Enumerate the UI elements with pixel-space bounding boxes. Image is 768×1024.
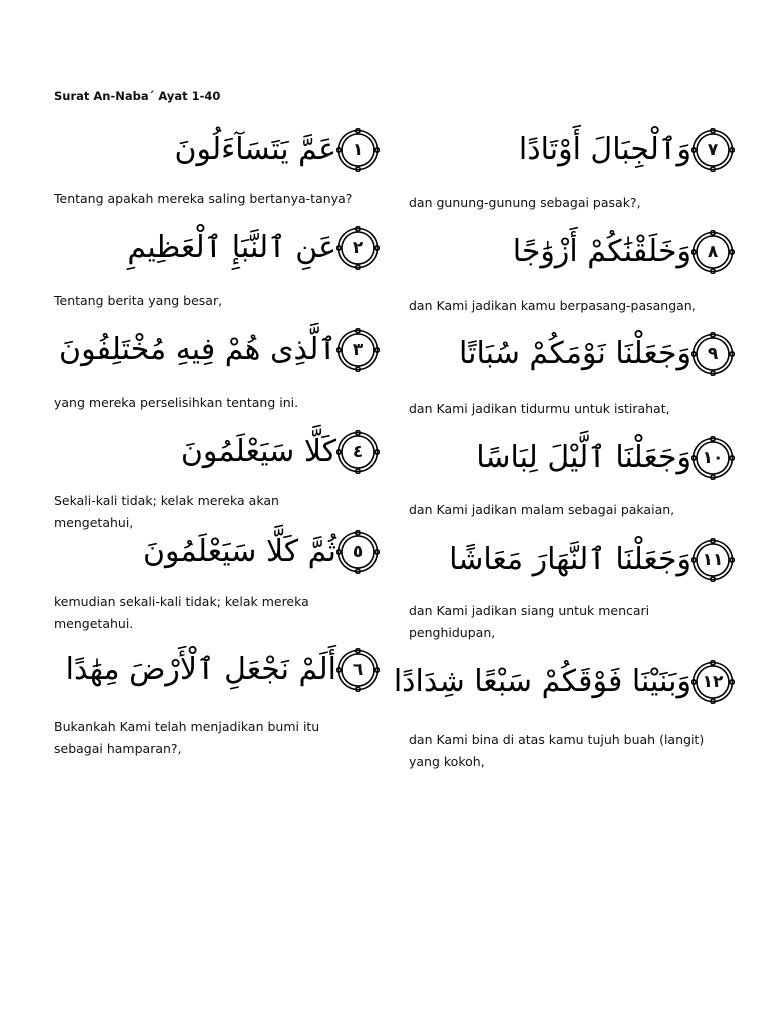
ayah-number: ٨ xyxy=(707,242,719,262)
translation-text: dan Kami jadikan malam sebagai pakaian, xyxy=(409,502,675,517)
arabic-text: وَبَنَيْنَا فَوْقَكُمْ سَبْعًا شِدَادًا xyxy=(393,664,691,699)
ayah-number-medallion-icon xyxy=(691,230,735,274)
translation-text: Bukankah Kami telah menjadikan bumi itu sebagai hamparan?, xyxy=(54,719,320,756)
translation-text: Tentang berita yang besar, xyxy=(54,293,223,308)
ayah-number: ٩ xyxy=(707,344,719,364)
arabic-text: وَخَلَقْنَٰكُمْ أَزْوَٰجًا xyxy=(512,234,691,269)
translation-text: dan gunung-gunung sebagai pasak?, xyxy=(409,195,641,210)
ayah-line xyxy=(476,428,739,488)
ayah-number-medallion-icon xyxy=(336,128,380,172)
arabic-text: وَٱلْجِبَالَ أَوْتَادًا xyxy=(518,132,691,167)
ayah-number-medallion-icon xyxy=(691,436,735,480)
ayah-number: ٦ xyxy=(352,660,364,680)
arabic-text: وَجَعَلْنَا ٱلنَّهَارَ مَعَاشًا xyxy=(449,542,691,577)
ayah-number-medallion-icon xyxy=(691,332,735,376)
ayah-number: ١١ xyxy=(702,550,724,570)
ayah-line xyxy=(459,324,739,384)
arabic-text: عَنِ ٱلنَّبَإِ ٱلْعَظِيمِ xyxy=(127,230,336,265)
ayah-number-medallion-icon xyxy=(691,660,735,704)
translation-text: dan Kami jadikan tidurmu untuk istirahat, xyxy=(409,401,670,416)
ayah-line xyxy=(175,120,384,180)
document-title: Surat An-Naba´ Ayat 1-40 xyxy=(54,89,221,103)
ayah-number: ٤ xyxy=(352,442,364,462)
ayah-line xyxy=(181,422,384,482)
ayah-line xyxy=(127,218,384,278)
ayah-line xyxy=(394,652,739,712)
ayah-number-medallion-icon xyxy=(336,430,380,474)
arabic-text: ٱلَّذِى هُمْ فِيهِ مُخْتَلِفُونَ xyxy=(59,332,336,367)
translation-text: dan Kami jadikan kamu berpasang-pasangan, xyxy=(409,298,696,313)
translation-text: yang mereka perselisihkan tentang ini. xyxy=(54,395,299,410)
translation-text: Sekali-kali tidak; kelak mereka akan mengetahui, xyxy=(54,493,279,530)
arabic-text: كَلَّا سَيَعْلَمُونَ xyxy=(180,434,336,469)
ayah-number: ٢ xyxy=(352,238,364,258)
ayah-line xyxy=(59,320,384,380)
ayah-number: ٧ xyxy=(707,140,719,160)
arabic-text: عَمَّ يَتَسَآءَلُونَ xyxy=(174,132,336,167)
translation-text: dan Kami jadikan siang untuk mencari penghidupan, xyxy=(409,603,650,640)
arabic-text: وَجَعَلْنَا ٱلَّيْلَ لِبَاسًا xyxy=(476,440,691,475)
ayah-line xyxy=(513,222,739,282)
ayah-number: ١٠ xyxy=(702,448,724,468)
ayah-number-medallion-icon xyxy=(336,226,380,270)
ayah-number: ٣ xyxy=(352,340,364,360)
ayah-number: ٥ xyxy=(352,542,364,562)
ayah-number: ١ xyxy=(352,140,364,160)
ayah-number-medallion-icon xyxy=(336,648,380,692)
translation-text: dan Kami bina di atas kamu tujuh buah (langit) yang kokoh, xyxy=(409,732,705,769)
ayah-number: ١٢ xyxy=(702,672,724,692)
ayah-number-medallion-icon xyxy=(336,530,380,574)
arabic-text: ثُمَّ كَلَّا سَيَعْلَمُونَ xyxy=(142,534,336,569)
ayah-number-medallion-icon xyxy=(691,128,735,172)
arabic-text: وَجَعَلْنَا نَوْمَكُمْ سُبَاتًا xyxy=(459,336,691,371)
ayah-line xyxy=(449,530,739,590)
translation-text: Tentang apakah mereka saling bertanya-tanya? xyxy=(54,191,353,206)
ayah-number-medallion-icon xyxy=(336,328,380,372)
ayah-number-medallion-icon xyxy=(691,538,735,582)
arabic-text: أَلَمْ نَجْعَلِ ٱلْأَرْضَ مِهَٰدًا xyxy=(65,652,336,687)
ayah-line xyxy=(143,522,384,582)
translation-text: kemudian sekali-kali tidak; kelak mereka mengetahui. xyxy=(54,594,309,631)
ayah-line xyxy=(519,120,739,180)
ayah-line xyxy=(66,640,384,700)
